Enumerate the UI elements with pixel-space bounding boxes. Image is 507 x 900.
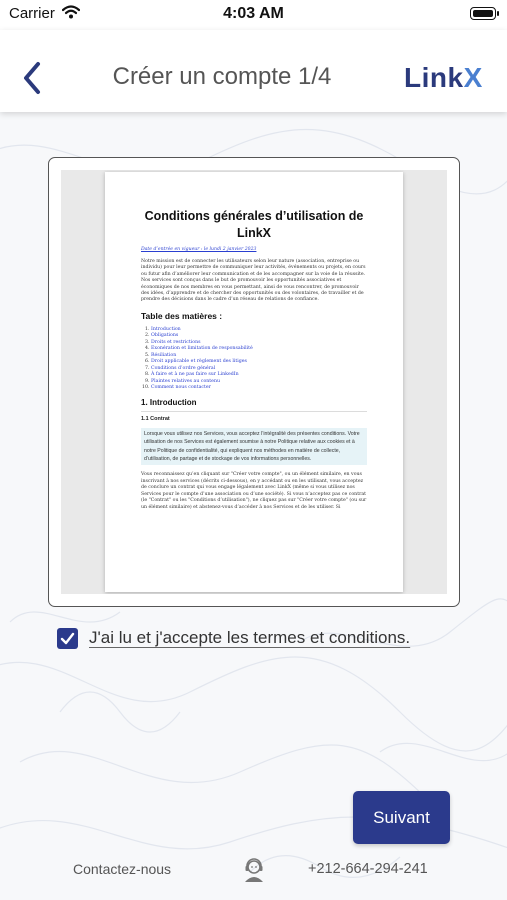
intro-paragraph: Notre mission est de connecter les utilisateurs selon leur nature (association, entreprise ou individu) pour leur permettre de communiquer leur activités, événements ou projets, en cours ou futur afin d’améliorer leur communication et de les accompagner sur la voie de la réussite. Nos services sont conçus dans le but de promouvoir les opportunités associatives et économiques de nos membres en vous permettant, ainsi de vous rencontrer, de promouvoir des idées, d’apprendre et de chercher des opportunités ou des volontaires, de travailler et de prendre des décisions dans le cadre d’un réseau de relations de confiance. [141, 259, 366, 303]
contact-us-link[interactable]: Contactez-nous [73, 861, 172, 877]
next-button[interactable]: Suivant [353, 791, 450, 844]
carrier-label: Carrier [9, 5, 55, 22]
toc-item[interactable]: 7. Conditions d’ordre général [151, 366, 367, 373]
terms-document-frame [48, 157, 460, 607]
document-page [105, 172, 403, 592]
toc-heading: Table des matières : [141, 310, 223, 321]
toc-item[interactable]: 9. Plaintes relatives au contenu [151, 379, 367, 386]
document-viewer[interactable] [61, 170, 447, 594]
toc-item[interactable]: 6. Droit applicable et règlement des litiges [151, 359, 367, 366]
document-title: Conditions générales d’utilisation de LinkX [144, 209, 364, 240]
clock: 4:03 AM [223, 5, 284, 22]
toc-item[interactable]: 8. À faire et à ne pas faire sur LinkedIn [151, 372, 367, 379]
brand-accent-letter: X [463, 62, 483, 93]
subsection-heading: 1.1 Contrat [141, 415, 170, 422]
status-bar [0, 0, 507, 30]
battery-icon [470, 7, 496, 20]
toc-item[interactable]: 10. Comment nous contacter [151, 385, 367, 392]
body-paragraph: Vous reconnaissez qu’en cliquant sur "Créer votre compte", ou un élément similaire, en vous inscrivant à nos services (décrits ci-dessous), en y accédant ou en les utilisant, vous acceptez de conclure un contrat qui vous engage légalement avec LinkX (même si vous utilisez nos Services pour le compte d’une association ou d’une société). Si vous n’acceptez pas ce contrat (le "Contrat" ou les "Conditions d’utilisation"), ne cliquez pas sur "Créer votre compte" (ou sur un élément similaire) et abstenez-vous d’accéder à nos Services et de les utiliser. Si [141, 472, 367, 510]
navigation-bar [0, 30, 507, 112]
effective-date-link[interactable]: Date d’entrée en vigueur : le lundi 2 janvier 2023 [141, 247, 257, 252]
section-heading: 1. Introduction [141, 398, 367, 412]
support-agent-icon [242, 857, 266, 883]
toc-item[interactable]: 4. Exonération et limitation de responsabilité [151, 346, 367, 353]
toc-item[interactable]: 2. Obligations [151, 333, 367, 340]
page-title: Créer un compte 1/4 [112, 63, 332, 90]
toc-item[interactable]: 3. Droits et restrictions [151, 340, 367, 347]
checkmark-icon [60, 631, 75, 646]
toc-item[interactable]: 5. Résiliation [151, 353, 367, 360]
table-of-contents [141, 327, 367, 392]
brand-logo [404, 62, 483, 94]
phone-number-link[interactable]: +212-664-294-241 [308, 861, 428, 877]
accept-terms-label[interactable]: J'ai lu et j'accepte les termes et conditions. [89, 628, 411, 647]
accept-terms-checkbox[interactable] [57, 628, 78, 649]
highlighted-paragraph: Lorsque vous utilisez nos Services, vous acceptez l’intégralité des présentes conditions. Votre utilisation de nos Services est également soumise à notre Politique relative aux cookies et à notre Politique de confidentialité, qui expliquent nos méthodes en matière de collecte, d’utilisation, de partage et de stockage de vos informations personnelles. [141, 428, 367, 466]
toc-item[interactable]: 1. Introduction [151, 327, 367, 334]
brand-name: Link [404, 62, 464, 93]
